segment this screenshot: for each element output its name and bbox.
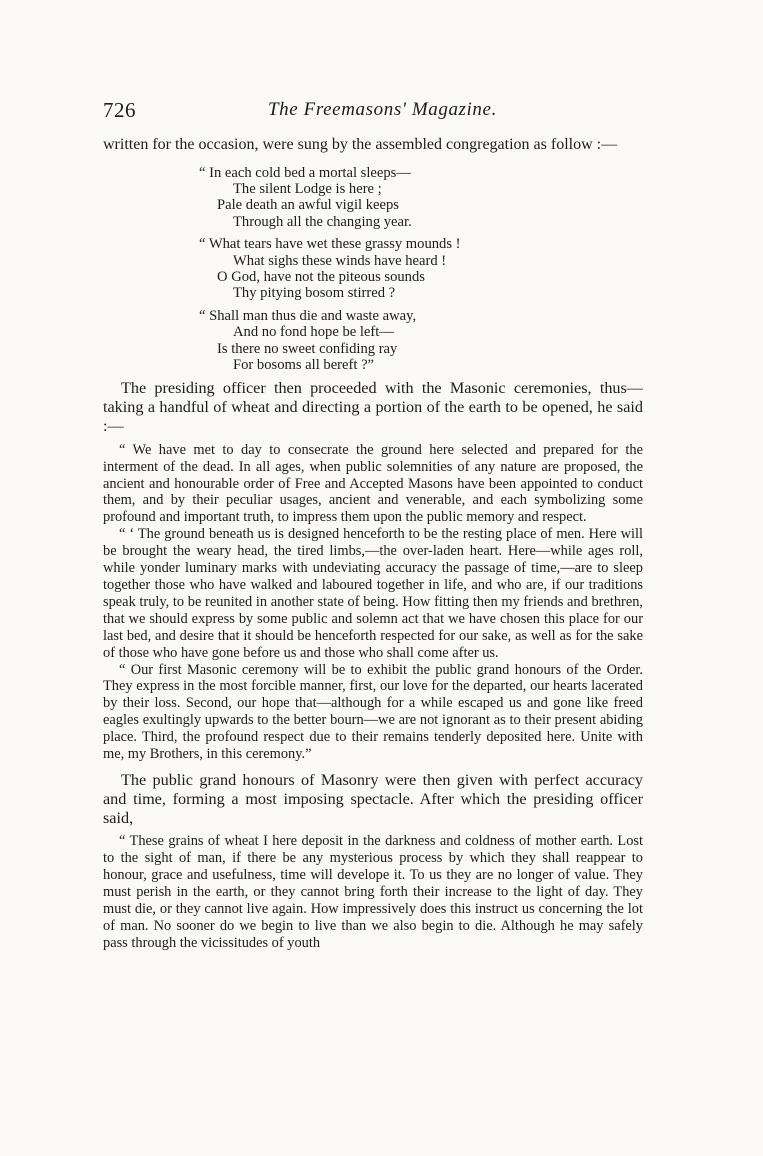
speech-paragraph: “ We have met to day to consecrate the ground here selected and prepared for the interment of the dead. In all ages, when public solemnities of any nature are proposed, the ancient and honourable order of Free and Accepted Masons have been appointed to conduct them, and by their peculiar usages, ancient and venerable, and each symbolizing some profound and important truth, to impress them upon the public memory and respect.	[103, 441, 643, 526]
hymn-line: What sighs these winds have heard !	[233, 252, 447, 269]
intro-paragraph: written for the occasion, were sung by the assembled congregation as follow :—	[103, 136, 618, 153]
speech-paragraph: “ These grains of wheat I here deposit in the darkness and coldness of mother earth. Lost to the sight of man, if there be any mysterious process by which they shall reappear to honour, grace and usefulness, time will develope it. To us they are no longer of value. They must perish in the earth, or they cannot bring forth their increase to the light of day. They must die, or they cannot live again. How impressively does this instruct us concerning the lot of man. No sooner do we begin to live than we also begin to die. Although he may safely pass through the vicissitudes of youth	[103, 833, 643, 951]
hymn-line: Thy pitying bosom stirred ?	[233, 285, 396, 302]
hymn-line: And no fond hope be left—	[233, 324, 394, 341]
hymn-line: For bosoms all bereft ?”	[233, 356, 375, 373]
narrative-paragraph: The public grand honours of Masonry were then given with perfect accuracy and time, forming a most imposing spectacle. After which the presiding officer said,	[103, 770, 643, 827]
hymn-line: Through all the changing year.	[233, 213, 412, 230]
hymn-line: O God, have not the piteous sounds	[217, 268, 425, 285]
hymn-stanza	[199, 308, 643, 374]
narrative-paragraph: The presiding officer then proceeded with the Masonic ceremonies, thus—taking a handful of wheat and directing a portion of the earth to be opened, he said :—	[103, 379, 643, 435]
page	[103, 98, 643, 952]
hymn-stanza	[199, 236, 643, 302]
running-title: The Freemasons' Magazine.	[268, 99, 497, 120]
hymn	[199, 165, 643, 374]
hymn-line: “ What tears have wet these grassy mounds !	[199, 236, 461, 253]
page-number: 726	[103, 98, 136, 122]
hymn-stanza	[199, 165, 643, 231]
hymn-line: Is there no sweet confiding ray	[217, 340, 398, 357]
page-header	[103, 98, 643, 126]
hymn-line: “ Shall man thus die and waste away,	[199, 307, 417, 324]
hymn-line: “ In each cold bed a mortal sleeps—	[199, 164, 411, 181]
speech-paragraph: “ Our first Masonic ceremony will be to exhibit the public grand honours of the Order. They express in the most forcible manner, first, our love for the departed, our hearts lacerated by their loss. Second, our hope that—although for a while escaped us and gone like freed eagles exultingly upwards to the better bourn—we are not ignorant as to their present abiding place. Third, the profound respect due to their remains tenderly deposited here. Unite with me, my Brothers, in this ceremony.”	[103, 661, 643, 763]
speech-paragraph: “ ‘ The ground beneath us is designed henceforth to be the resting place of men. Here will be brought the weary head, the tired limbs,—the over-laden heart. Here—while ages roll, while yonder luminary marks with undeviating accuracy the passage of time,—are to sleep together those who have walked and laboured together in life, and who are, if our traditions speak truly, to be reunited in another state of being. How fitting then my friends and brethren, that we should express by some public and solemn act that we have chosen this place for our last bed, and desire that it should be henceforth respected for our sake, as well as for the sake of those who have gone before us and those who shall come after us.	[103, 526, 643, 661]
hymn-line: The silent Lodge is here ;	[233, 180, 382, 197]
hymn-line: Pale death an awful vigil keeps	[217, 197, 399, 214]
